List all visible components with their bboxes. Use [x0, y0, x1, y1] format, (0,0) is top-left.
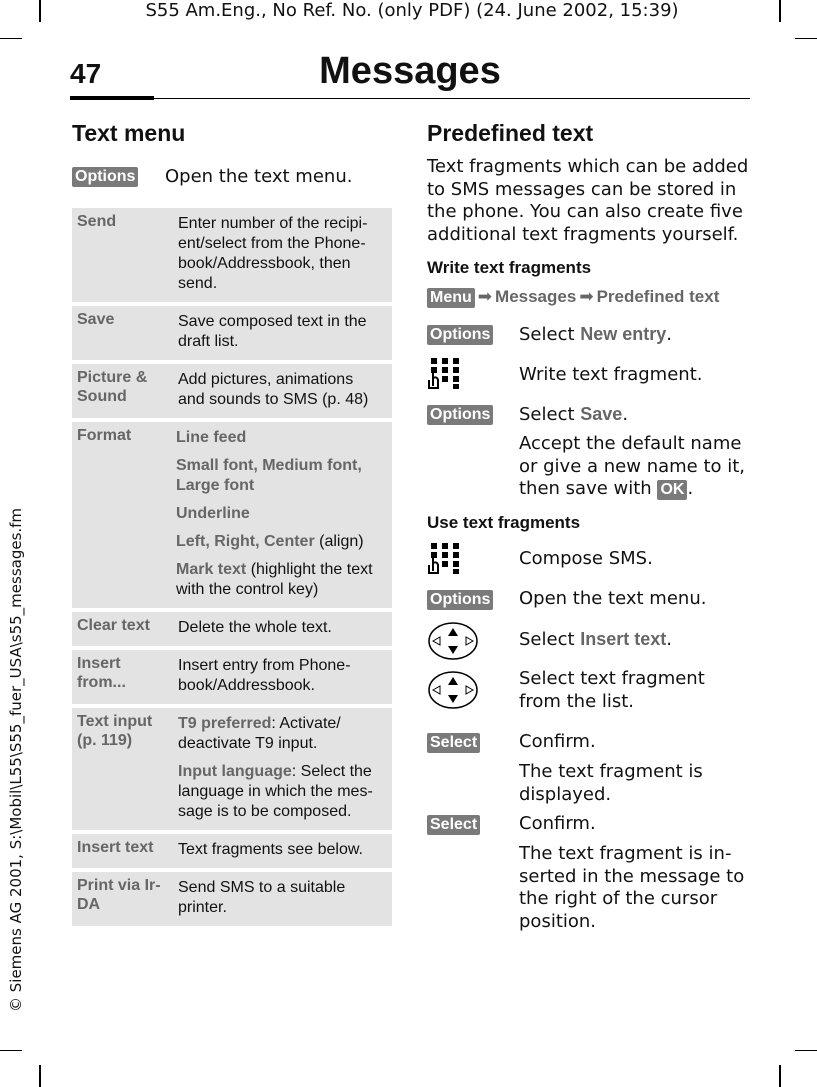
options-key: [427, 589, 493, 610]
step-keyword: New entry: [580, 324, 667, 344]
options-softkey: Options: [427, 405, 493, 425]
options-key: [427, 324, 493, 345]
step-text: Compose SMS.: [519, 548, 653, 569]
format-option: Mark text: [176, 561, 247, 578]
step-text-part: .: [622, 404, 629, 425]
row-label: Print via Ir-DA: [77, 877, 161, 913]
table-row: [72, 208, 392, 306]
step-text-part: .: [666, 324, 673, 345]
select-softkey: Select: [427, 815, 480, 835]
options-softkey: Options: [427, 325, 493, 345]
crop-mark: [795, 1050, 817, 1051]
select-key: [427, 814, 480, 835]
options-key: [427, 404, 493, 425]
step-text-part: Select: [519, 324, 581, 345]
row-desc: Send SMS to a suitable printer.: [178, 879, 346, 916]
crop-mark: [795, 38, 817, 39]
predefined-text-title: Predefined text: [427, 120, 594, 146]
input-option: Input language: [178, 763, 292, 780]
step-text: Select text fragment from the list.: [519, 668, 705, 712]
use-fragments-heading: Use text fragments: [427, 513, 581, 532]
input-option-note: : Activate/ deactivate T9 input.: [178, 715, 341, 752]
step-text-part: .: [666, 629, 673, 650]
navigation-key-icon: [427, 621, 479, 665]
arrow-right-icon: ➡: [579, 287, 594, 307]
select-key: [427, 732, 480, 753]
crop-mark: [0, 1050, 22, 1051]
table-row: [72, 650, 392, 708]
step-note: The text fragment is in-serted in the message to the right of the cursor position.: [519, 843, 745, 932]
table-row: [72, 306, 392, 364]
row-label: Insert from...: [77, 655, 126, 691]
step-text: [519, 323, 749, 347]
row-desc: Save composed text in the draft list.: [178, 313, 367, 350]
copyright-side-note: © Siemens AG 2001, S:\Mobil\L55\S55_fuer_USA\s55_messages.fm: [7, 507, 25, 1012]
write-fragments-heading: Write text fragments: [427, 258, 592, 277]
step-text-part: .: [687, 478, 694, 499]
table-row: [72, 872, 392, 930]
keypad-icon: [427, 541, 465, 579]
row-label: Picture & Sound: [77, 369, 148, 405]
text-menu-table: [72, 208, 392, 930]
step-text: Confirm.: [519, 813, 596, 834]
row-label: Send: [77, 213, 117, 230]
options-key: [72, 166, 138, 187]
step-text-part: Accept the default name or give a new name to it, then save with: [519, 433, 746, 499]
ok-softkey: OK: [657, 480, 687, 500]
predefined-intro: Text fragments which can be added to SMS messages can be stored in the phone. You can also create five additional text fragments yourself.: [427, 156, 749, 245]
crop-mark: [39, 0, 41, 22]
page-title: Messages: [319, 50, 501, 92]
input-option-note: : Select the language in which the mes-sage is to be composed.: [178, 763, 373, 820]
step-text: Open the text menu.: [519, 588, 707, 609]
step-keyword: Save: [580, 404, 623, 424]
table-row: [72, 422, 392, 612]
row-desc: Add pictures, animations and sounds to SMS (p. 48): [178, 371, 369, 408]
options-softkey: Options: [72, 167, 138, 187]
row-desc: Enter number of the recipi-ent/select from the Phone-book/Addressbook, then send.: [178, 215, 368, 292]
format-option-note: (highlight the text with the control key): [176, 561, 373, 598]
format-option: Small font, Medium font, Large font: [176, 457, 362, 494]
crop-mark: [779, 1065, 781, 1087]
crop-mark: [779, 0, 781, 22]
step-keyword: Insert text: [580, 629, 667, 649]
step-text: Write text fragment.: [519, 364, 703, 385]
format-option: Left, Right, Center: [176, 533, 315, 550]
text-menu-intro: Open the text menu.: [165, 166, 353, 187]
step-note: [519, 433, 749, 501]
step-text: [519, 628, 749, 652]
crop-mark: [39, 1065, 41, 1087]
text-menu-title: Text menu: [72, 120, 186, 146]
row-desc: Text fragments see below.: [178, 841, 363, 858]
input-option: T9 preferred: [178, 715, 272, 732]
crop-mark: [0, 38, 22, 39]
table-row: [72, 834, 392, 872]
keypad-icon: [427, 356, 465, 394]
row-desc: Insert entry from Phone-book/Addressbook.: [178, 657, 351, 694]
document-info: S55 Am.Eng., No Ref. No. (only PDF) (24. June 2002, 15:39): [145, 0, 679, 21]
menu-softkey: Menu: [427, 288, 475, 308]
header-rule-accent: [70, 96, 154, 100]
path-item: Messages: [495, 287, 577, 306]
navigation-key-icon: [427, 670, 479, 714]
row-label: Clear text: [77, 617, 150, 634]
step-text: Confirm.: [519, 731, 596, 752]
table-row: [72, 612, 392, 650]
row-label: Save: [77, 311, 115, 328]
table-row: [72, 708, 392, 834]
row-label: Format: [77, 427, 132, 444]
table-row: [72, 364, 392, 422]
path-item: Predefined text: [596, 287, 720, 306]
menu-path: [427, 287, 719, 308]
options-softkey: Options: [427, 590, 493, 610]
step-text-part: Select: [519, 404, 581, 425]
step-text: [519, 403, 749, 427]
step-text-part: Select: [519, 629, 581, 650]
format-option: Line feed: [176, 429, 247, 446]
row-label: Insert text: [77, 839, 154, 856]
format-option-note: (align): [314, 533, 364, 550]
select-softkey: Select: [427, 733, 480, 753]
row-desc: Delete the whole text.: [178, 619, 332, 636]
header-rule: [70, 98, 750, 99]
page-number: 47: [70, 58, 102, 89]
arrow-right-icon: ➡: [477, 287, 493, 307]
format-option: Underline: [176, 505, 250, 522]
step-note: The text fragment is displayed.: [519, 761, 703, 805]
row-label: Text input (p. 119): [77, 713, 153, 749]
